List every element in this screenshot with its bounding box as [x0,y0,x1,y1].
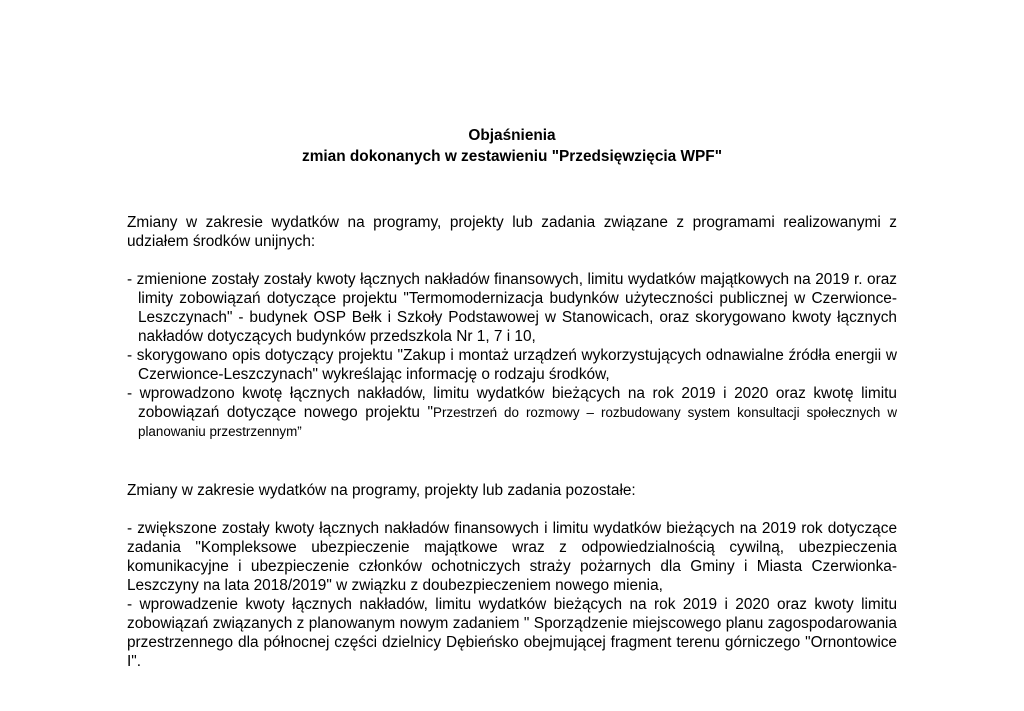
section-1-bullet-3 [127,384,897,441]
spacer [127,500,897,519]
spacer [127,441,897,481]
section-1-bullet-2: - skorygowano opis dotyczący projektu "Zakup i montaż urządzeń wykorzystujących odnawialne źródła energii w Czerwionce-Leszczynach" wykreślając informację o rodzaju środków, [127,347,897,383]
section-2-bullet-1: - zwiększone zostały kwoty łącznych nakładów finansowych i limitu wydatków bieżących na 2019 rok dotyczące zadania "Kompleksowe ubezpieczenie majątkowe wraz z odpowiedzialnością cywilną, ubezpieczenia komunikacyjne i ubezpieczenie członków ochotniczych straży pożarnych dla Gminy i Miasta Czerwionka-Leszczyny na lata 2018/2019" w związku z doubezpieczeniem nowego mienia, [127,520,897,594]
document-title-line-2: zmian dokonanych w zestawieniu "Przedsięwzięcia WPF" [302,148,722,165]
section-2-intro: Zmiany w zakresie wydatków na programy, projekty lub zadania pozostałe: [127,482,636,499]
section-2-bullet-2: - wprowadzenie kwoty łącznych nakładów, limitu wydatków bieżących na rok 2019 i 2020 oraz kwoty limitu zobowiązań związanych z planowanym nowym zadaniem " Sporządzenie miejscowego planu zagospodarowania przestrzennego dla północnej części dzielnicy Dębieńsko obejmującej fragment terenu górniczego "Ornontowice I". [127,596,897,670]
spacer [127,251,897,270]
section-1-bullet-3-main: - wprowadzono kwotę łącznych nakładów, limitu wydatków bieżących na rok 2019 i 2020 oraz kwotę limitu zobowiązań dotyczące nowego projektu " [127,385,897,421]
section-1-bullet-1: - zmienione zostały zostały kwoty łącznych nakładów finansowych, limitu wydatków majątkowych na 2019 r. oraz limity zobowiązań dotyczące projektu "Termomodernizacja budynków użyteczności publicznej w Czerwionce-Leszczynach" - budynek OSP Bełk i Szkoły Podstawowej w Stanowicach, oraz skorygowano kwoty łącznych nakładów dotyczących budynków przedszkola Nr 1, 7 i 10, [127,271,897,345]
section-1-bullet-3-project-name: Przestrzeń do rozmowy – rozbudowany system konsultacji społecznych w planowaniu przestrzennym” [138,405,898,439]
spacer [127,167,897,213]
document-title-line-1: Objaśnienia [468,127,556,144]
document-page [127,125,897,671]
section-1-intro: Zmiany w zakresie wydatków na programy, projekty lub zadania związane z programami realizowanymi z udziałem środków unijnych: [127,214,897,250]
